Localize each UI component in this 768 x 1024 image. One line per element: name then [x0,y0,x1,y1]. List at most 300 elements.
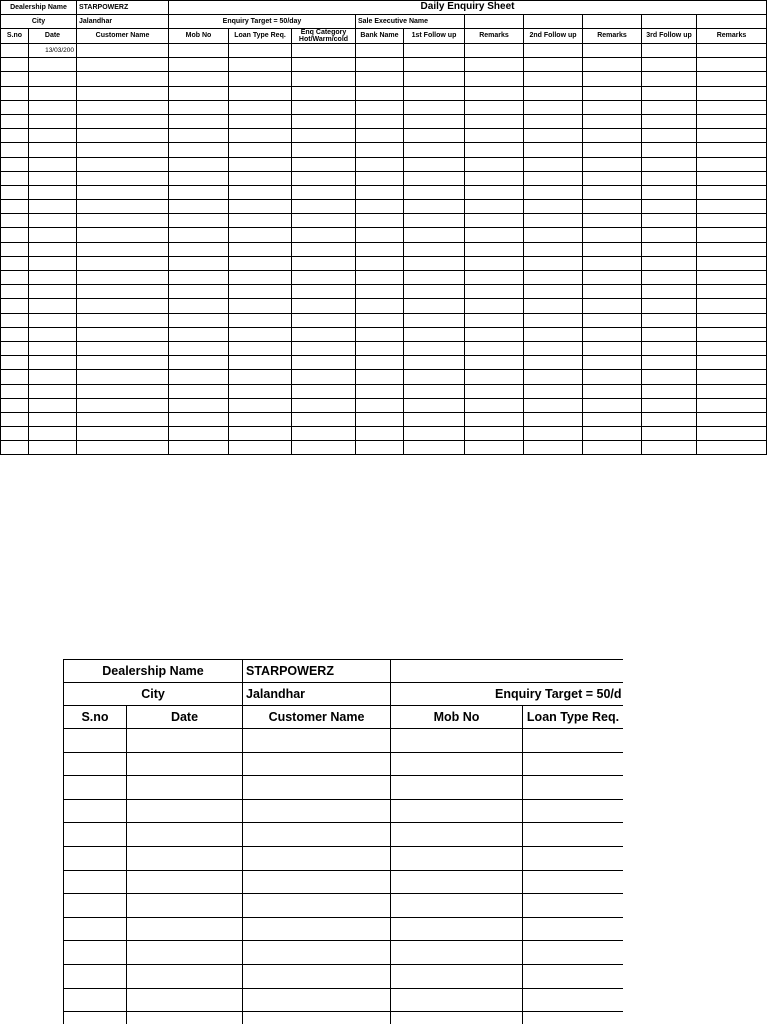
cell[interactable] [169,341,229,355]
cell[interactable] [697,44,767,58]
cell[interactable] [356,72,404,86]
cell[interactable] [77,86,169,100]
date-cell[interactable]: 13/03/200 [29,44,77,58]
cell[interactable] [642,299,697,313]
cell[interactable] [243,729,391,753]
cell[interactable] [169,412,229,426]
cell[interactable] [465,256,524,270]
cell[interactable] [642,398,697,412]
cell[interactable] [391,776,523,800]
cell[interactable] [524,100,583,114]
cell[interactable] [169,200,229,214]
cell[interactable] [404,285,465,299]
cell[interactable] [169,285,229,299]
cell[interactable] [523,823,624,847]
cell[interactable] [583,327,642,341]
cell[interactable] [1,256,29,270]
cell[interactable] [292,214,356,228]
cell[interactable] [29,427,77,441]
cell[interactable] [229,129,292,143]
cell[interactable] [64,799,127,823]
cell[interactable] [1,200,29,214]
cell[interactable] [29,200,77,214]
cell[interactable] [292,384,356,398]
cell[interactable] [524,86,583,100]
cell[interactable] [229,185,292,199]
cell[interactable] [524,271,583,285]
cell[interactable] [404,271,465,285]
cell[interactable] [404,313,465,327]
cell[interactable] [77,114,169,128]
cell[interactable] [642,356,697,370]
cell[interactable] [64,988,127,1012]
cell[interactable] [1,242,29,256]
cell[interactable] [583,114,642,128]
cell[interactable] [1,427,29,441]
cell[interactable] [169,86,229,100]
cell[interactable] [356,242,404,256]
cell[interactable] [1,398,29,412]
cell[interactable] [77,327,169,341]
cell[interactable] [77,384,169,398]
cell[interactable] [524,157,583,171]
cell[interactable] [29,285,77,299]
cell[interactable] [391,917,523,941]
cell[interactable] [465,72,524,86]
cell[interactable] [29,256,77,270]
cell[interactable] [169,228,229,242]
cell[interactable] [77,370,169,384]
cell[interactable] [292,427,356,441]
cell[interactable] [77,427,169,441]
cell[interactable] [292,256,356,270]
cell[interactable] [524,370,583,384]
cell[interactable] [583,157,642,171]
cell[interactable] [169,129,229,143]
cell[interactable] [697,370,767,384]
cell[interactable] [356,157,404,171]
cell[interactable] [642,285,697,299]
cell[interactable] [292,72,356,86]
cell[interactable] [356,327,404,341]
cell[interactable] [642,256,697,270]
cell[interactable] [77,341,169,355]
cell[interactable] [64,917,127,941]
cell[interactable] [583,214,642,228]
cell[interactable] [229,86,292,100]
cell[interactable] [77,412,169,426]
cell[interactable] [292,370,356,384]
cell[interactable] [29,327,77,341]
cell[interactable] [1,327,29,341]
cell[interactable] [229,412,292,426]
cell[interactable] [524,171,583,185]
cell[interactable] [404,341,465,355]
cell[interactable] [127,988,243,1012]
cell[interactable] [697,58,767,72]
cell[interactable] [127,941,243,965]
cell[interactable] [697,228,767,242]
cell[interactable] [169,327,229,341]
cell[interactable] [77,299,169,313]
cell[interactable] [524,129,583,143]
cell[interactable] [404,412,465,426]
cell[interactable] [229,256,292,270]
cell[interactable] [465,100,524,114]
cell[interactable] [465,356,524,370]
cell[interactable] [391,752,523,776]
cell[interactable] [127,917,243,941]
cell[interactable] [404,299,465,313]
cell[interactable] [169,256,229,270]
cell[interactable] [169,143,229,157]
cell[interactable] [404,356,465,370]
cell[interactable] [356,185,404,199]
cell[interactable] [29,86,77,100]
cell[interactable] [356,398,404,412]
cell[interactable] [29,129,77,143]
cell[interactable] [465,398,524,412]
cell[interactable] [229,100,292,114]
cell[interactable] [524,285,583,299]
cell[interactable] [77,100,169,114]
cell[interactable] [29,114,77,128]
cell[interactable] [465,285,524,299]
cell[interactable] [292,412,356,426]
cell[interactable] [229,143,292,157]
cell[interactable] [642,100,697,114]
cell[interactable] [583,171,642,185]
cell[interactable] [524,242,583,256]
cell[interactable] [356,384,404,398]
cell[interactable] [524,228,583,242]
cell[interactable] [29,299,77,313]
cell[interactable] [404,214,465,228]
cell[interactable] [697,86,767,100]
cell[interactable] [229,341,292,355]
cell[interactable] [583,228,642,242]
cell[interactable] [229,384,292,398]
cell[interactable] [583,285,642,299]
cell[interactable] [642,370,697,384]
cell[interactable] [583,100,642,114]
cell[interactable] [77,44,169,58]
cell[interactable] [229,114,292,128]
cell[interactable] [229,327,292,341]
cell[interactable] [356,44,404,58]
cell[interactable] [169,356,229,370]
cell[interactable] [642,412,697,426]
cell[interactable] [292,327,356,341]
cell[interactable] [229,398,292,412]
cell[interactable] [1,341,29,355]
cell[interactable] [583,341,642,355]
cell[interactable] [29,384,77,398]
cell[interactable] [77,242,169,256]
cell[interactable] [1,271,29,285]
cell[interactable] [356,427,404,441]
cell[interactable] [524,256,583,270]
cell[interactable] [524,185,583,199]
cell[interactable] [642,384,697,398]
cell[interactable] [524,72,583,86]
city-value[interactable]: Jalandhar [77,15,169,29]
cell[interactable] [169,384,229,398]
cell[interactable] [169,58,229,72]
cell[interactable] [465,384,524,398]
cell[interactable] [64,870,127,894]
cell[interactable] [391,846,523,870]
cell[interactable] [642,44,697,58]
cell[interactable] [356,58,404,72]
cell[interactable] [697,242,767,256]
zoom-city-value[interactable]: Jalandhar [243,683,391,706]
cell[interactable] [583,398,642,412]
cell[interactable] [642,242,697,256]
cell[interactable] [583,15,642,29]
cell[interactable] [465,370,524,384]
cell[interactable] [391,870,523,894]
cell[interactable] [583,143,642,157]
cell[interactable] [697,114,767,128]
cell[interactable] [64,846,127,870]
cell[interactable] [524,299,583,313]
cell[interactable] [1,313,29,327]
cell[interactable] [524,58,583,72]
cell[interactable] [465,214,524,228]
cell[interactable] [465,242,524,256]
cell[interactable] [169,299,229,313]
cell[interactable] [29,271,77,285]
cell[interactable] [524,356,583,370]
cell[interactable] [169,441,229,455]
cell[interactable] [64,964,127,988]
cell[interactable] [356,100,404,114]
cell[interactable] [29,185,77,199]
cell[interactable] [391,823,523,847]
cell[interactable] [29,214,77,228]
cell[interactable] [404,44,465,58]
cell[interactable] [229,441,292,455]
cell[interactable] [1,370,29,384]
cell[interactable] [583,185,642,199]
cell[interactable] [229,44,292,58]
cell[interactable] [642,86,697,100]
cell[interactable] [642,341,697,355]
cell[interactable] [642,200,697,214]
cell[interactable] [524,200,583,214]
cell[interactable] [292,114,356,128]
cell[interactable] [356,86,404,100]
cell[interactable] [243,988,391,1012]
cell[interactable] [642,58,697,72]
cell[interactable] [292,171,356,185]
cell[interactable] [583,129,642,143]
cell[interactable] [169,44,229,58]
cell[interactable] [356,143,404,157]
cell[interactable] [583,72,642,86]
cell[interactable] [391,964,523,988]
cell[interactable] [465,171,524,185]
cell[interactable] [356,313,404,327]
cell[interactable] [29,228,77,242]
cell[interactable] [127,776,243,800]
cell[interactable] [642,157,697,171]
cell[interactable] [29,171,77,185]
cell[interactable] [465,114,524,128]
cell[interactable] [404,370,465,384]
cell[interactable] [1,285,29,299]
cell[interactable] [465,341,524,355]
cell[interactable] [524,341,583,355]
cell[interactable] [292,129,356,143]
cell[interactable] [77,214,169,228]
cell[interactable] [292,44,356,58]
cell[interactable] [391,894,523,918]
cell[interactable] [64,729,127,753]
cell[interactable] [583,271,642,285]
cell[interactable] [229,427,292,441]
cell[interactable] [356,341,404,355]
cell[interactable] [127,729,243,753]
cell[interactable] [356,285,404,299]
cell[interactable] [523,894,624,918]
cell[interactable] [292,285,356,299]
cell[interactable] [292,200,356,214]
cell[interactable] [292,86,356,100]
cell[interactable] [169,242,229,256]
cell[interactable] [1,143,29,157]
cell[interactable] [697,171,767,185]
cell[interactable] [29,341,77,355]
cell[interactable] [127,752,243,776]
cell[interactable] [229,200,292,214]
cell[interactable] [356,271,404,285]
cell[interactable] [391,1012,523,1024]
cell[interactable] [697,327,767,341]
cell[interactable] [169,100,229,114]
cell[interactable] [524,327,583,341]
cell[interactable] [583,242,642,256]
zoom-dealership-value[interactable]: STARPOWERZ [243,660,391,683]
cell[interactable] [465,86,524,100]
cell[interactable] [642,327,697,341]
cell[interactable] [77,271,169,285]
cell[interactable] [697,441,767,455]
cell[interactable] [29,58,77,72]
cell[interactable] [697,200,767,214]
cell[interactable] [29,72,77,86]
cell[interactable] [29,313,77,327]
cell[interactable] [77,129,169,143]
cell[interactable] [697,157,767,171]
cell[interactable] [524,15,583,29]
cell[interactable] [229,72,292,86]
cell[interactable] [127,823,243,847]
cell[interactable] [169,370,229,384]
cell[interactable] [243,894,391,918]
cell[interactable] [77,398,169,412]
cell[interactable] [697,72,767,86]
cell[interactable] [642,441,697,455]
cell[interactable] [77,228,169,242]
cell[interactable] [29,100,77,114]
cell[interactable] [697,299,767,313]
cell[interactable] [77,171,169,185]
cell[interactable] [1,100,29,114]
cell[interactable] [229,370,292,384]
cell[interactable] [642,185,697,199]
cell[interactable] [583,299,642,313]
cell[interactable] [292,143,356,157]
cell[interactable] [465,185,524,199]
cell[interactable] [642,271,697,285]
cell[interactable] [1,214,29,228]
cell[interactable] [64,894,127,918]
cell[interactable] [356,214,404,228]
cell[interactable] [465,157,524,171]
cell[interactable] [642,72,697,86]
cell[interactable] [169,114,229,128]
cell[interactable] [243,1012,391,1024]
cell[interactable] [583,200,642,214]
cell[interactable] [697,412,767,426]
cell[interactable] [391,941,523,965]
cell[interactable] [404,242,465,256]
cell[interactable] [292,228,356,242]
cell[interactable] [642,171,697,185]
cell[interactable] [77,356,169,370]
cell[interactable] [169,398,229,412]
cell[interactable] [292,271,356,285]
cell[interactable] [169,271,229,285]
cell[interactable] [127,799,243,823]
cell[interactable] [465,129,524,143]
cell[interactable] [404,100,465,114]
cell[interactable] [642,313,697,327]
cell[interactable] [697,271,767,285]
cell[interactable] [127,894,243,918]
cell[interactable] [404,398,465,412]
cell[interactable] [229,313,292,327]
cell[interactable] [697,341,767,355]
cell[interactable] [465,313,524,327]
cell[interactable] [64,752,127,776]
cell[interactable] [77,313,169,327]
cell[interactable] [583,44,642,58]
cell[interactable] [524,214,583,228]
cell[interactable] [404,427,465,441]
cell[interactable] [524,398,583,412]
cell[interactable] [465,427,524,441]
cell[interactable] [642,427,697,441]
cell[interactable] [1,299,29,313]
cell[interactable] [697,15,767,29]
cell[interactable] [404,143,465,157]
cell[interactable] [1,86,29,100]
cell[interactable] [523,799,624,823]
cell[interactable] [465,228,524,242]
cell[interactable] [404,58,465,72]
cell[interactable] [64,823,127,847]
cell[interactable] [523,846,624,870]
cell[interactable] [229,214,292,228]
cell[interactable] [583,86,642,100]
cell[interactable] [29,157,77,171]
cell[interactable] [356,129,404,143]
cell[interactable] [404,228,465,242]
cell[interactable] [524,441,583,455]
